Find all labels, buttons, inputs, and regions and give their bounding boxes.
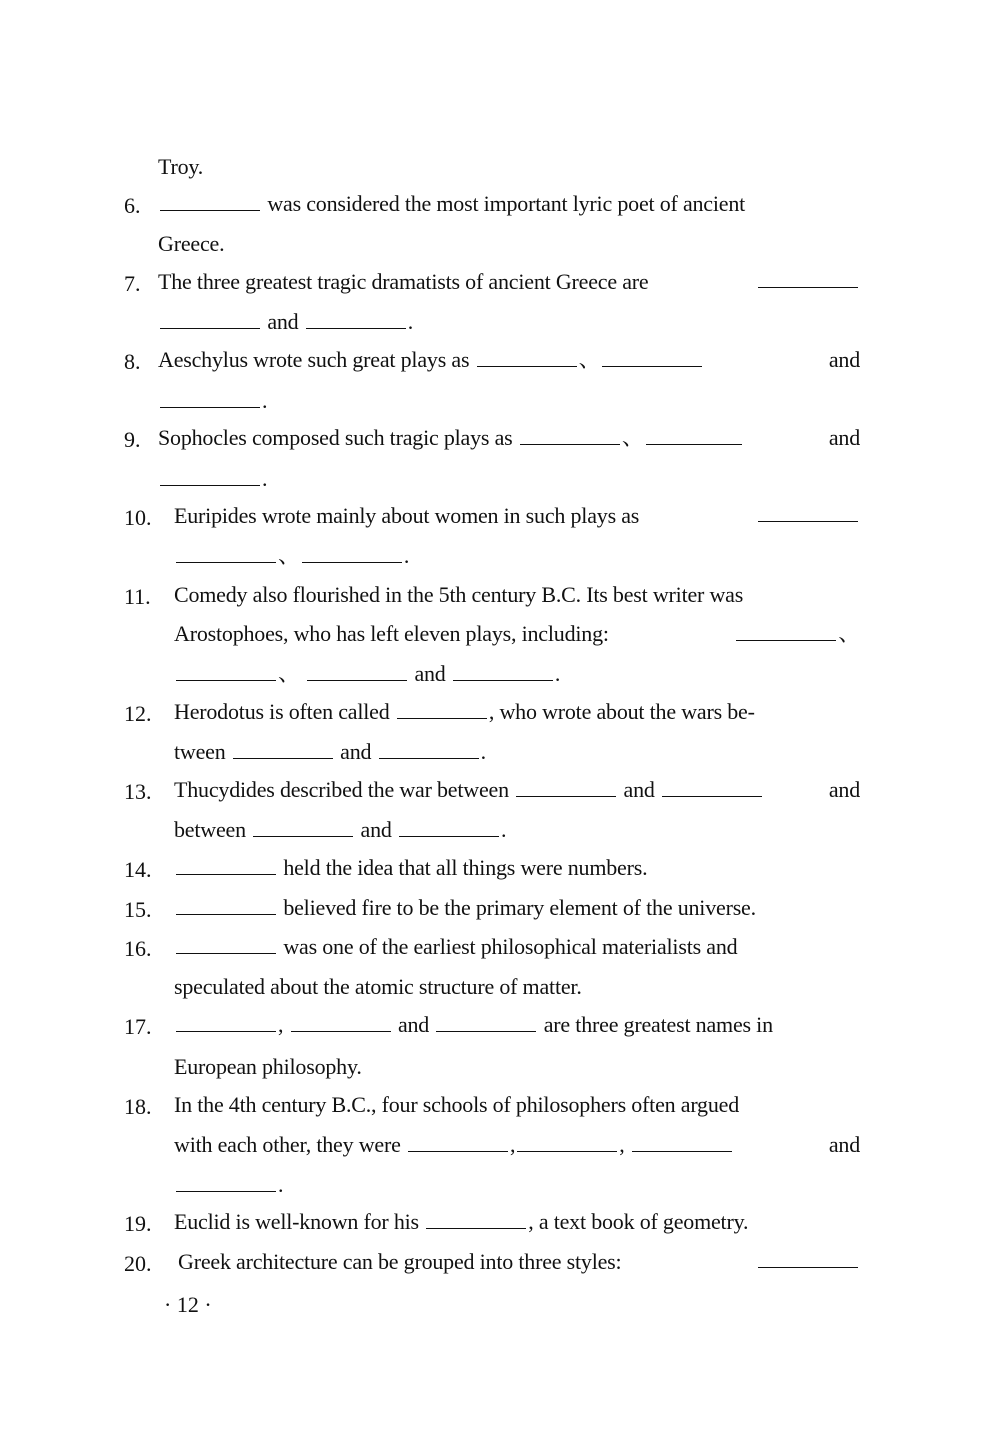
answer-blank[interactable] xyxy=(662,778,762,797)
question-16-line1: was one of the earliest philosophical materialists and xyxy=(174,934,860,960)
answer-blank[interactable] xyxy=(233,740,333,759)
answer-blank[interactable] xyxy=(408,1133,508,1152)
question-number: 8. xyxy=(124,349,141,374)
question-number: 12. xyxy=(124,701,152,726)
answer-blank[interactable] xyxy=(397,700,487,719)
answer-blank[interactable] xyxy=(160,389,260,408)
question-11-line2: Arostophoes, who has left eleven plays, including: 、 xyxy=(174,621,860,646)
answer-blank[interactable] xyxy=(176,662,276,681)
question-7-line2: and . xyxy=(158,309,413,335)
answer-blank[interactable] xyxy=(160,310,260,329)
question-17-line2: European philosophy. xyxy=(174,1054,362,1079)
answer-blank[interactable] xyxy=(176,1173,276,1192)
page-number: · 12 · xyxy=(164,1292,212,1317)
question-number: 16. xyxy=(124,936,152,961)
question-number: 6. xyxy=(124,193,141,218)
answer-blank[interactable] xyxy=(477,348,577,367)
answer-blank[interactable] xyxy=(306,310,406,329)
question-7-line1: The three greatest tragic dramatists of ancient Greece are xyxy=(158,269,860,295)
answer-blank[interactable] xyxy=(160,467,260,486)
question-20-line1: Greek architecture can be grouped into three styles: xyxy=(178,1249,860,1275)
question-18-line3: . xyxy=(174,1172,283,1198)
answer-blank[interactable] xyxy=(176,856,276,875)
question-19-line1: Euclid is well-known for his , a text book of geometry. xyxy=(174,1209,749,1234)
question-18-line1: In the 4th century B.C., four schools of philosophers often argued xyxy=(174,1092,740,1117)
question-13-line2: between and . xyxy=(174,817,507,842)
question-9-line1: Sophocles composed such tragic plays as 、 and xyxy=(158,425,860,450)
question-number: 13. xyxy=(124,779,152,804)
question-18-line2: with each other, they were , , and xyxy=(174,1132,860,1157)
answer-blank[interactable] xyxy=(516,778,616,797)
answer-blank[interactable] xyxy=(176,1013,276,1032)
answer-blank[interactable] xyxy=(291,1013,391,1032)
question-number: 10. xyxy=(124,505,152,530)
answer-blank[interactable] xyxy=(602,348,702,367)
question-12-line2: tween and . xyxy=(174,739,486,764)
question-10-line1: Euripides wrote mainly about women in such plays as xyxy=(174,503,860,529)
answer-blank[interactable] xyxy=(379,740,479,759)
answer-blank[interactable] xyxy=(176,935,276,954)
answer-blank[interactable] xyxy=(758,269,858,288)
answer-blank[interactable] xyxy=(453,662,553,681)
answer-blank[interactable] xyxy=(176,896,276,915)
question-6-line2: Greece. xyxy=(158,231,225,256)
answer-blank[interactable] xyxy=(436,1013,536,1032)
answer-blank[interactable] xyxy=(758,503,858,522)
answer-blank[interactable] xyxy=(302,544,402,563)
question-12-line1: Herodotus is often called , who wrote about the wars be- xyxy=(174,699,755,724)
question-10-line2: 、 . xyxy=(174,543,409,569)
answer-blank[interactable] xyxy=(520,426,620,445)
answer-blank[interactable] xyxy=(736,622,836,641)
answer-blank[interactable] xyxy=(307,662,407,681)
question-number: 15. xyxy=(124,897,152,922)
question-number: 20. xyxy=(124,1251,152,1276)
continued-line: Troy. xyxy=(158,154,204,179)
question-number: 18. xyxy=(124,1094,152,1119)
question-17-line1: , and are three greatest names in xyxy=(174,1012,860,1038)
question-number: 7. xyxy=(124,271,141,296)
question-8-line1: Aeschylus wrote such great plays as 、 and xyxy=(158,347,860,372)
question-number: 17. xyxy=(124,1014,152,1039)
question-number: 14. xyxy=(124,857,152,882)
answer-blank[interactable] xyxy=(253,818,353,837)
question-6-line1: was considered the most important lyric poet of ancient xyxy=(158,191,860,217)
question-8-line2: . xyxy=(158,388,267,414)
answer-blank[interactable] xyxy=(632,1133,732,1152)
question-14-line1: held the idea that all things were numbers. xyxy=(174,855,647,881)
question-11-line3: 、 and . xyxy=(174,661,560,687)
question-9-line2: . xyxy=(158,466,267,492)
answer-blank[interactable] xyxy=(517,1133,617,1152)
question-number: 11. xyxy=(124,584,151,609)
answer-blank[interactable] xyxy=(176,544,276,563)
answer-blank[interactable] xyxy=(758,1249,858,1268)
question-11-line1: Comedy also flourished in the 5th century B.C. Its best writer was xyxy=(174,582,744,607)
question-16-line2: speculated about the atomic structure of matter. xyxy=(174,974,582,999)
question-number: 19. xyxy=(124,1211,152,1236)
answer-blank[interactable] xyxy=(646,426,742,445)
answer-blank[interactable] xyxy=(426,1210,526,1229)
question-number: 9. xyxy=(124,427,141,452)
question-15-line1: believed fire to be the primary element of the universe. xyxy=(174,895,756,921)
question-13-line1: Thucydides described the war between and and xyxy=(174,777,860,802)
answer-blank[interactable] xyxy=(399,818,499,837)
answer-blank[interactable] xyxy=(160,192,260,211)
